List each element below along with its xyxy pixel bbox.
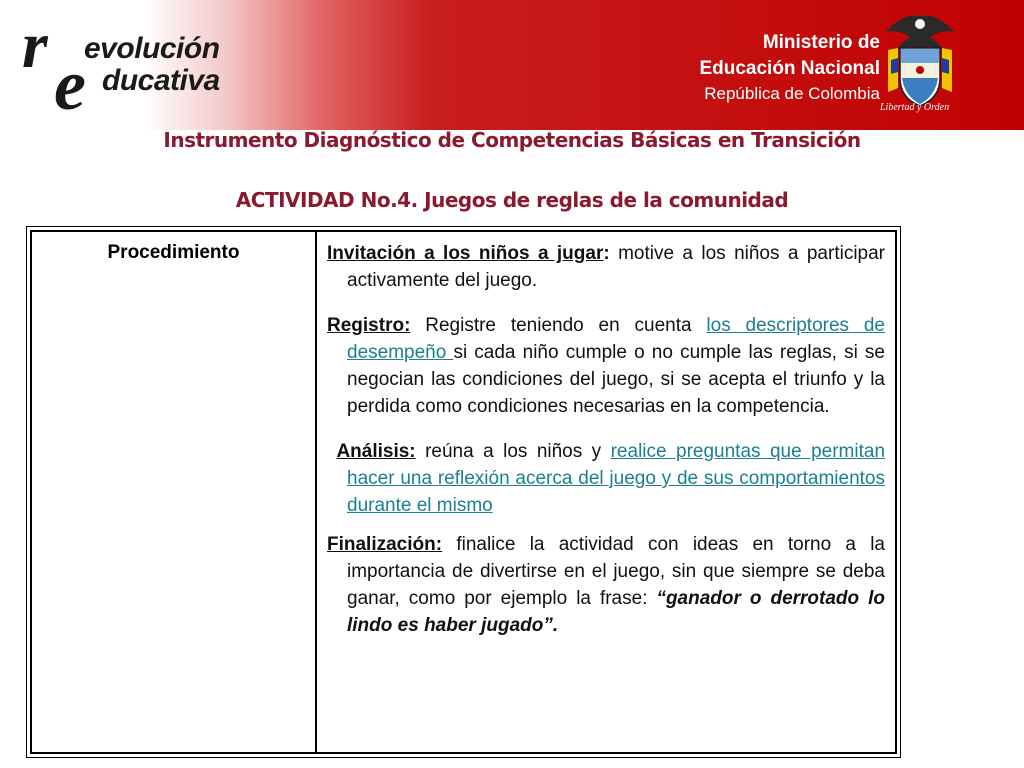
activity-title: ACTIVIDAD No.4. Juegos de reglas de la comunidad xyxy=(235,188,789,212)
revolucion-educativa-logo xyxy=(22,9,252,125)
analisis-text: reúna a los niños y xyxy=(415,441,611,462)
logo-text-line2: ducativa xyxy=(102,64,220,97)
finalizacion-text: finalice la actividad con ideas en torno a la importancia de divertirse en el juego, sin que siempre se deba ganar, como por ejemplo la frase: xyxy=(347,534,885,609)
logo-letter-r: r xyxy=(22,9,48,82)
analisis-label: Análisis: xyxy=(336,441,416,462)
registro-paragraph xyxy=(327,312,885,420)
preguntas-link[interactable]: realice preguntas que permitan hacer una reflexión acerca del juego y de sus comportamientos durante el mismo xyxy=(347,441,886,516)
ministry-name xyxy=(690,30,880,106)
page-title: Instrumento Diagnóstico de Competencias Básicas en Transición xyxy=(163,128,861,152)
procedure-table xyxy=(30,230,897,754)
procedure-header: Procedimiento xyxy=(107,242,240,263)
finalizacion-label: Finalización: xyxy=(327,534,443,555)
invitation-colon: : xyxy=(603,243,610,264)
finalizacion-paragraph xyxy=(327,531,885,639)
registro-text-1: Registre teniendo en cuenta xyxy=(410,315,707,336)
registro-label: Registro: xyxy=(327,315,411,336)
invitation-text: motive a los niños a participar activamente del juego. xyxy=(347,243,885,291)
table-right-cell xyxy=(317,232,895,752)
finalizacion-quote: “ganador o derrotado lo lindo es haber jugado”. xyxy=(347,588,885,636)
header-banner xyxy=(0,0,1024,130)
ministry-line1: Ministerio de xyxy=(762,32,880,53)
invitation-paragraph xyxy=(327,240,885,294)
registro-text-2: si cada niño cumple o no cumple las reglas, si se negocian las condiciones del juego, si se acepta el triunfo y la perdida como condiciones necesarias en la competencia. xyxy=(347,342,885,417)
logo-text-line1: evolución xyxy=(84,32,220,65)
descriptores-link[interactable]: los descriptores de desempeño xyxy=(347,315,886,363)
invitation-label: Invitación a los niños a jugar xyxy=(327,243,604,264)
motto-text: Libertad y Orden xyxy=(880,102,950,113)
table-left-cell xyxy=(32,232,317,752)
ministry-line3: República de Colombia xyxy=(704,84,880,103)
logo-letter-e: e xyxy=(54,45,86,125)
analisis-paragraph xyxy=(327,438,885,519)
ministry-line2: Educación Nacional xyxy=(699,58,880,79)
